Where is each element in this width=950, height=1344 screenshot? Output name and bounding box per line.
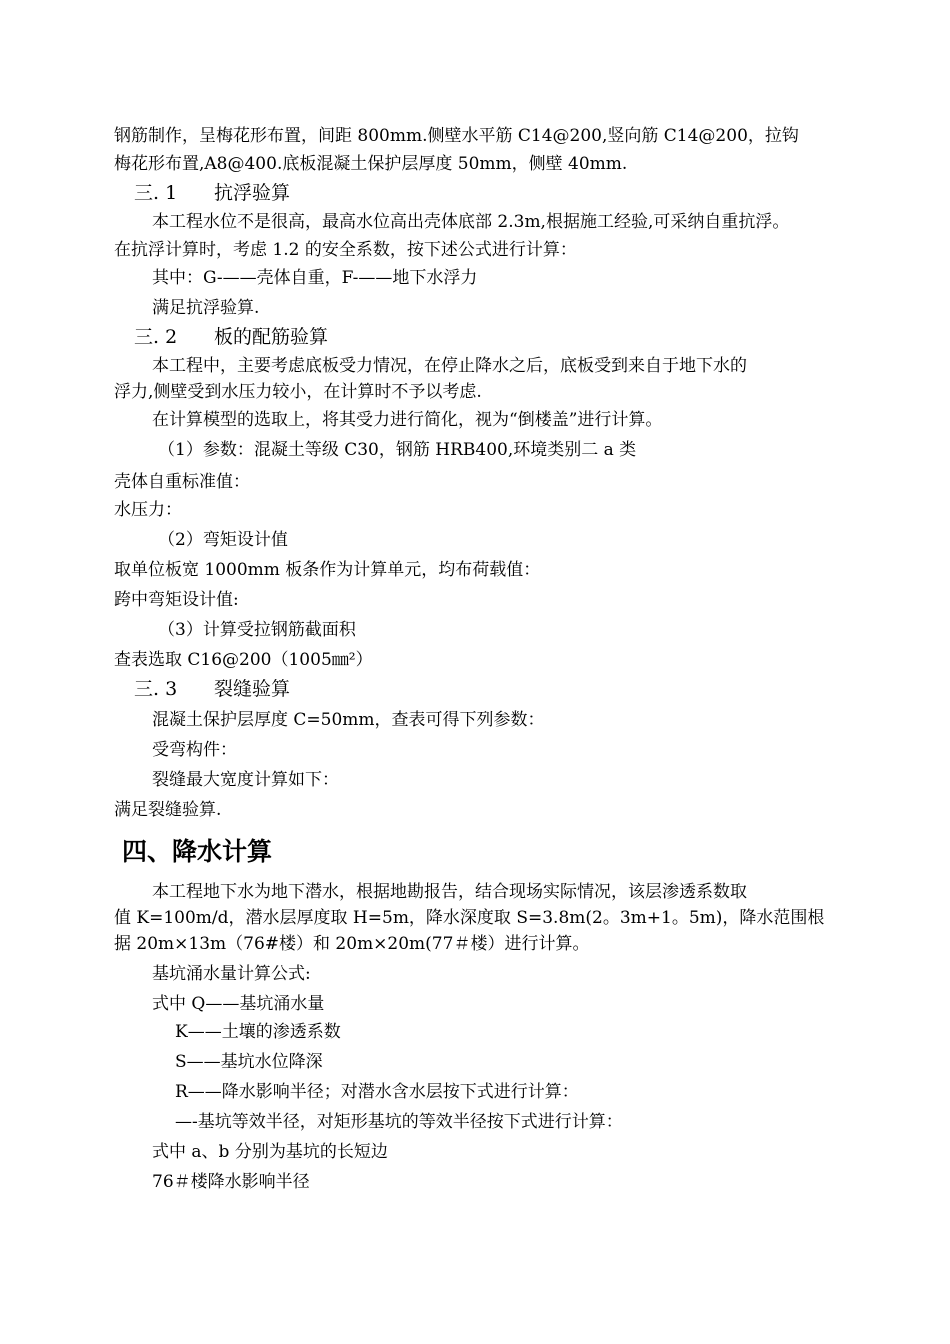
paragraph-where-gf: 其中：G-——壳体自重，F-——地下水浮力 — [152, 268, 478, 288]
paragraph-table-selection: 查表选取 C16@200（1005㎜²） — [114, 650, 373, 670]
paragraph-slab-line1: 本工程中，主要考虑底板受力情况，在停止降水之后，底板受到来自于地下水的 — [152, 356, 747, 376]
paragraph-s-definition: S——基坑水位降深 — [175, 1052, 323, 1072]
paragraph-q-definition: 式中 Q——基坑涌水量 — [152, 994, 325, 1014]
paragraph-rebar-line1: 钢筋制作，呈梅花形布置，间距 800mm.侧壁水平筋 C14@200,竖向筋 C14@200，拉钩 — [114, 126, 799, 146]
paragraph-flexural-member: 受弯构件： — [152, 740, 237, 760]
paragraph-inflow-formula: 基坑涌水量计算公式: — [152, 964, 311, 984]
section-3-1-heading — [134, 180, 290, 206]
paragraph-dewatering-line1: 本工程地下水为地下潜水，根据地勘报告，结合现场实际情况，该层渗透系数取 — [152, 882, 747, 902]
paragraph-r-definition: R——降水影响半径；对潜水含水层按下式进行计算： — [175, 1082, 579, 1102]
paragraph-water-pressure: 水压力： — [114, 500, 182, 520]
section-number: 三. 1 — [134, 182, 178, 204]
section-title: 裂缝验算 — [214, 678, 291, 700]
paragraph-model: 在计算模型的选取上，将其受力进行简化，视为“倒楼盖”进行计算。 — [152, 410, 663, 430]
paragraph-antifloat-satisfied: 满足抗浮验算. — [152, 298, 260, 318]
paragraph-midspan-moment: 跨中弯矩设计值: — [114, 590, 239, 610]
paragraph-moment-design: （2）弯矩设计值 — [158, 530, 288, 550]
section-title: 板的配筋验算 — [214, 326, 329, 348]
section-number: 三. 3 — [134, 678, 178, 700]
paragraph-unit-width: 取单位板宽 1000mm 板条作为计算单元，均布荷载值： — [114, 560, 541, 580]
paragraph-crack-width: 裂缝最大宽度计算如下： — [152, 770, 339, 790]
paragraph-params: （1）参数：混凝土等级 C30，钢筋 HRB400,环境类别二 a 类 — [158, 440, 637, 460]
paragraph-equivalent-radius: —-基坑等效半径，对矩形基坑的等效半径按下式进行计算： — [175, 1112, 623, 1132]
paragraph-dewatering-line2: 值 K=100m/d，潜水层厚度取 H=5m，降水深度取 S=3.8m(2。3m+1。5m)，降水范围根 — [114, 908, 825, 928]
paragraph-rebar-line2: 梅花形布置,A8@400.底板混凝土保护层厚度 50mm，侧壁 40mm. — [114, 154, 628, 174]
paragraph-ab-definition: 式中 a、b 分别为基坑的长短边 — [152, 1142, 388, 1162]
section-3-3-heading — [134, 676, 290, 702]
paragraph-self-weight: 壳体自重标准值： — [114, 472, 250, 492]
paragraph-antifloat-line2: 在抗浮计算时，考虑 1.2 的安全系数，按下述公式进行计算： — [114, 240, 577, 260]
paragraph-76-radius: 76＃楼降水影响半径 — [152, 1172, 310, 1192]
paragraph-k-definition: K——土壤的渗透系数 — [175, 1022, 341, 1042]
paragraph-rebar-area: （3）计算受拉钢筋截面积 — [158, 620, 356, 640]
section-number: 三. 2 — [134, 326, 178, 348]
paragraph-crack-satisfied: 满足裂缝验算. — [114, 800, 222, 820]
paragraph-slab-line2: 浮力,侧壁受到水压力较小，在计算时不予以考虑. — [114, 382, 482, 402]
paragraph-antifloat-line1: 本工程水位不是很高，最高水位高出壳体底部 2.3m,根据施工经验,可采纳自重抗浮。 — [152, 212, 790, 232]
paragraph-cover-thickness: 混凝土保护层厚度 C=50mm，查表可得下列参数： — [152, 710, 545, 730]
section-title: 抗浮验算 — [214, 182, 291, 204]
section-3-2-heading — [134, 324, 328, 350]
paragraph-dewatering-line3: 据 20m×13m（76#楼）和 20m×20m(77＃楼）进行计算。 — [114, 934, 590, 954]
chapter-4-heading: 四、降水计算 — [122, 837, 273, 866]
